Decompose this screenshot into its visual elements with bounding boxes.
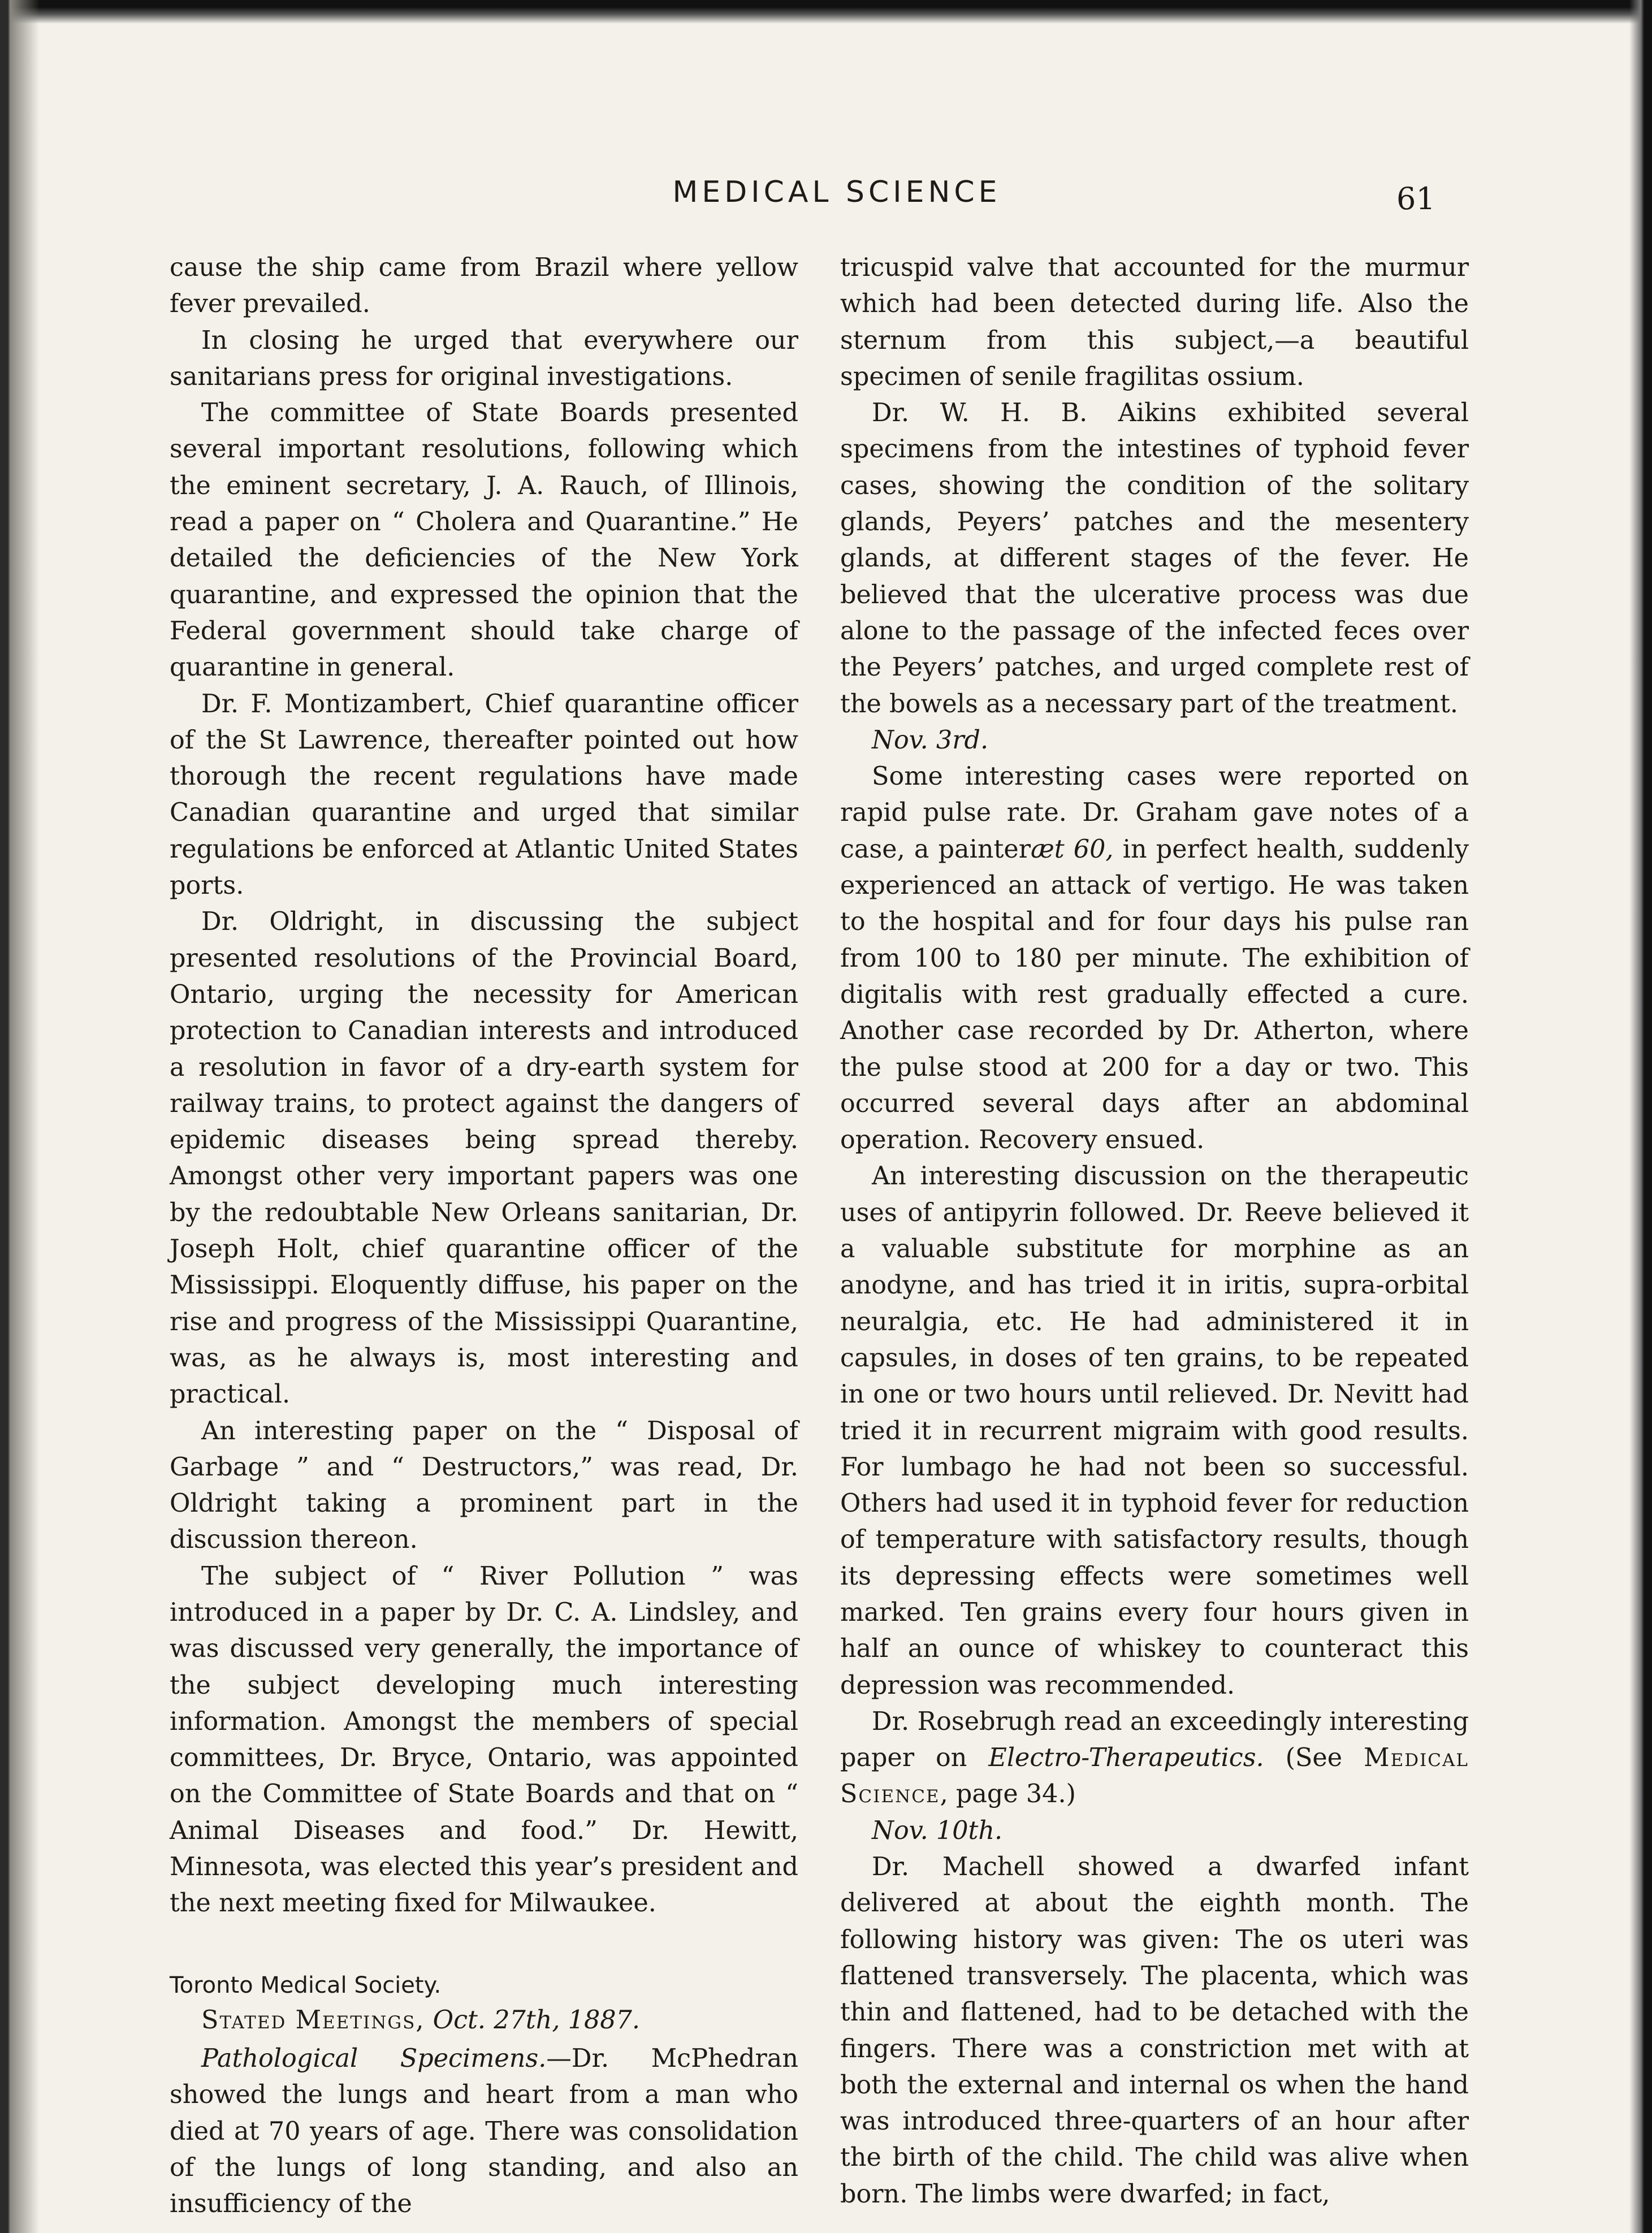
paragraph: In closing he urged that everywhere our sanitarians press for original investigations. bbox=[170, 326, 798, 391]
running-title: MEDICAL SCIENCE bbox=[672, 175, 1001, 209]
right-column bbox=[840, 250, 1469, 2213]
paragraph: The subject of “ River Pollution ” was introduced in a paper by Dr. C. A. Lindsley, and was discussed very generally, the importance of the subject developing much interesting information. Amongst the members of special committees, Dr. Bryce, Ontario, was appointed on the Committee of State Boards and that on “ Animal Diseases and food.” Dr. Hewitt, Minnesota, was elected this year’s president and the next meeting fixed for Milwaukee. bbox=[170, 1561, 798, 1918]
meeting-dateline bbox=[170, 2002, 798, 2039]
journal-name: Medical Science bbox=[840, 1743, 1469, 1809]
paragraph: tricuspid valve that accounted for the murmur which had been detected during life. Also the sternum from this subject,—a beautiful specimen of senile fragilitas ossium. bbox=[840, 253, 1469, 391]
page-number: 61 bbox=[1396, 181, 1435, 217]
paragraph: Dr. Oldright, in discussing the subject presented resolutions of the Provincial Board, Ontario, urging the necessity for American protection to Canadian interests and introduced a resolution in favor of a dry-earth system for railway trains, to protect against the dangers of epidemic diseases being spread thereby. Amongst other very important papers was one by the redoubtable New Orleans sanitarian, Dr. Joseph Holt, chief quarantine officer of the Mississippi. Eloquently diffuse, his paper on the rise and progress of the Mississippi Quarantine, was, as he always is, most interesting and practical. bbox=[170, 907, 798, 1409]
paragraph-text: —Dr. McPhedran showed the lungs and heart from a man who died at 70 years of age. There was consolidation of the lungs of long standing, and also an insufficiency of the bbox=[170, 2044, 798, 2219]
meeting-label: Stated Meetings, bbox=[201, 2005, 425, 2035]
paragraph: The committee of State Boards presented several important resolutions, following which the eminent secretary, J. A. Rauch, of Illinois, read a paper on “ Cholera and Quarantine.” He detailed the deficiencies of the New York quarantine, and expressed the opinion that the Federal government should take charge of quarantine in general. bbox=[170, 399, 798, 682]
paragraph-text: Dr. Rosebrugh read an exceedingly interesting paper on bbox=[840, 1707, 1469, 1773]
scan-right-edge bbox=[1629, 0, 1652, 2233]
paragraph: Dr. W. H. B. Aikins exhibited several specimens from the intestines of typhoid fever cases, showing the condition of the solitary glands, Peyers’ patches and the mesentery glands, at different stages of the fever. He believed that the ulcerative process was due alone to the passage of the infected feces over the Peyers’ patches, and urged complete rest of the bowels as a necessary part of the treatment. bbox=[840, 399, 1469, 719]
latin-abbrev: æt 60, bbox=[1030, 834, 1114, 864]
paragraph: Dr. Machell showed a dwarfed infant delivered at about the eighth month. The following history was given: The os uteri was flattened transversely. The placenta, which was thin and flattened, had to be detached with the fingers. There was a constriction met with at both the external and internal os when the hand was introduced three-quarters of an hour after the birth of the child. The child was alive when born. The limbs were dwarfed; in fact, bbox=[840, 1853, 1469, 2209]
meeting-date: Nov. 10th. bbox=[872, 1816, 1003, 1845]
scan-top-border bbox=[0, 0, 1652, 24]
paragraph bbox=[840, 759, 1469, 1158]
paragraph-text: Some interesting cases were reported on rapid pulse rate. Dr. Graham gave notes of a case, a painter bbox=[840, 762, 1469, 864]
paper-title: Electro-Therapeutics. bbox=[988, 1743, 1264, 1773]
paragraph: Dr. F. Montizambert, Chief quarantine officer of the St Lawrence, thereafter pointed out how thorough the recent regulations have made Canadian quarantine and urged that similar regulations be enforced at Atlantic United States ports. bbox=[170, 689, 798, 901]
meeting-date: Oct. 27th, 1887. bbox=[433, 2005, 641, 2035]
paragraph: An interesting discussion on the therapeutic uses of antipyrin followed. Dr. Reeve believed it a valuable substitute for morphine as an anodyne, and has tried it in iritis, supra-orbital neuralgia, etc. He had administered it in capsules, in doses of ten grains, to be repeated in one or two hours until relieved. Dr. Nevitt had tried it in recurrent migraim with good results. For lumbago he had not been so successful. Others had used it in typhoid fever for reduction of temperature with satisfactory results, though its depressing effects were sometimes well marked. Ten grains every four hours given in half an ounce of whiskey to counteract this depression was recommended. bbox=[840, 1162, 1469, 1700]
paragraph bbox=[170, 2041, 798, 2222]
section-heading: Toronto Medical Society. bbox=[170, 1972, 442, 1998]
run-in-heading: Pathological Specimens. bbox=[201, 2044, 547, 2073]
left-column bbox=[170, 250, 798, 2222]
paragraph: cause the ship came from Brazil where yellow fever prevailed. bbox=[170, 253, 798, 319]
meeting-date: Nov. 3rd. bbox=[872, 725, 989, 755]
paragraph: An interesting paper on the “ Disposal of Garbage ” and “ Destructors,” was read, Dr. Oldright taking a prominent part in the discussion thereon. bbox=[170, 1416, 798, 1555]
paragraph bbox=[840, 1704, 1469, 1813]
paragraph-text: (See bbox=[1264, 1743, 1364, 1773]
paragraph-text: in perfect health, suddenly experienced an attack of vertigo. He was taken to the hospital and for four days his pulse ran from 100 to 180 per minute. The exhibition of digitalis with rest gradually effected a cure. Another case recorded by Dr. Atherton, where the pulse stood at 200 for a day or two. This occurred several days after an abdominal operation. Recovery ensued. bbox=[840, 834, 1469, 1155]
scan-binding-edge bbox=[0, 0, 40, 2233]
paragraph-text: , page 34.) bbox=[940, 1780, 1076, 1809]
